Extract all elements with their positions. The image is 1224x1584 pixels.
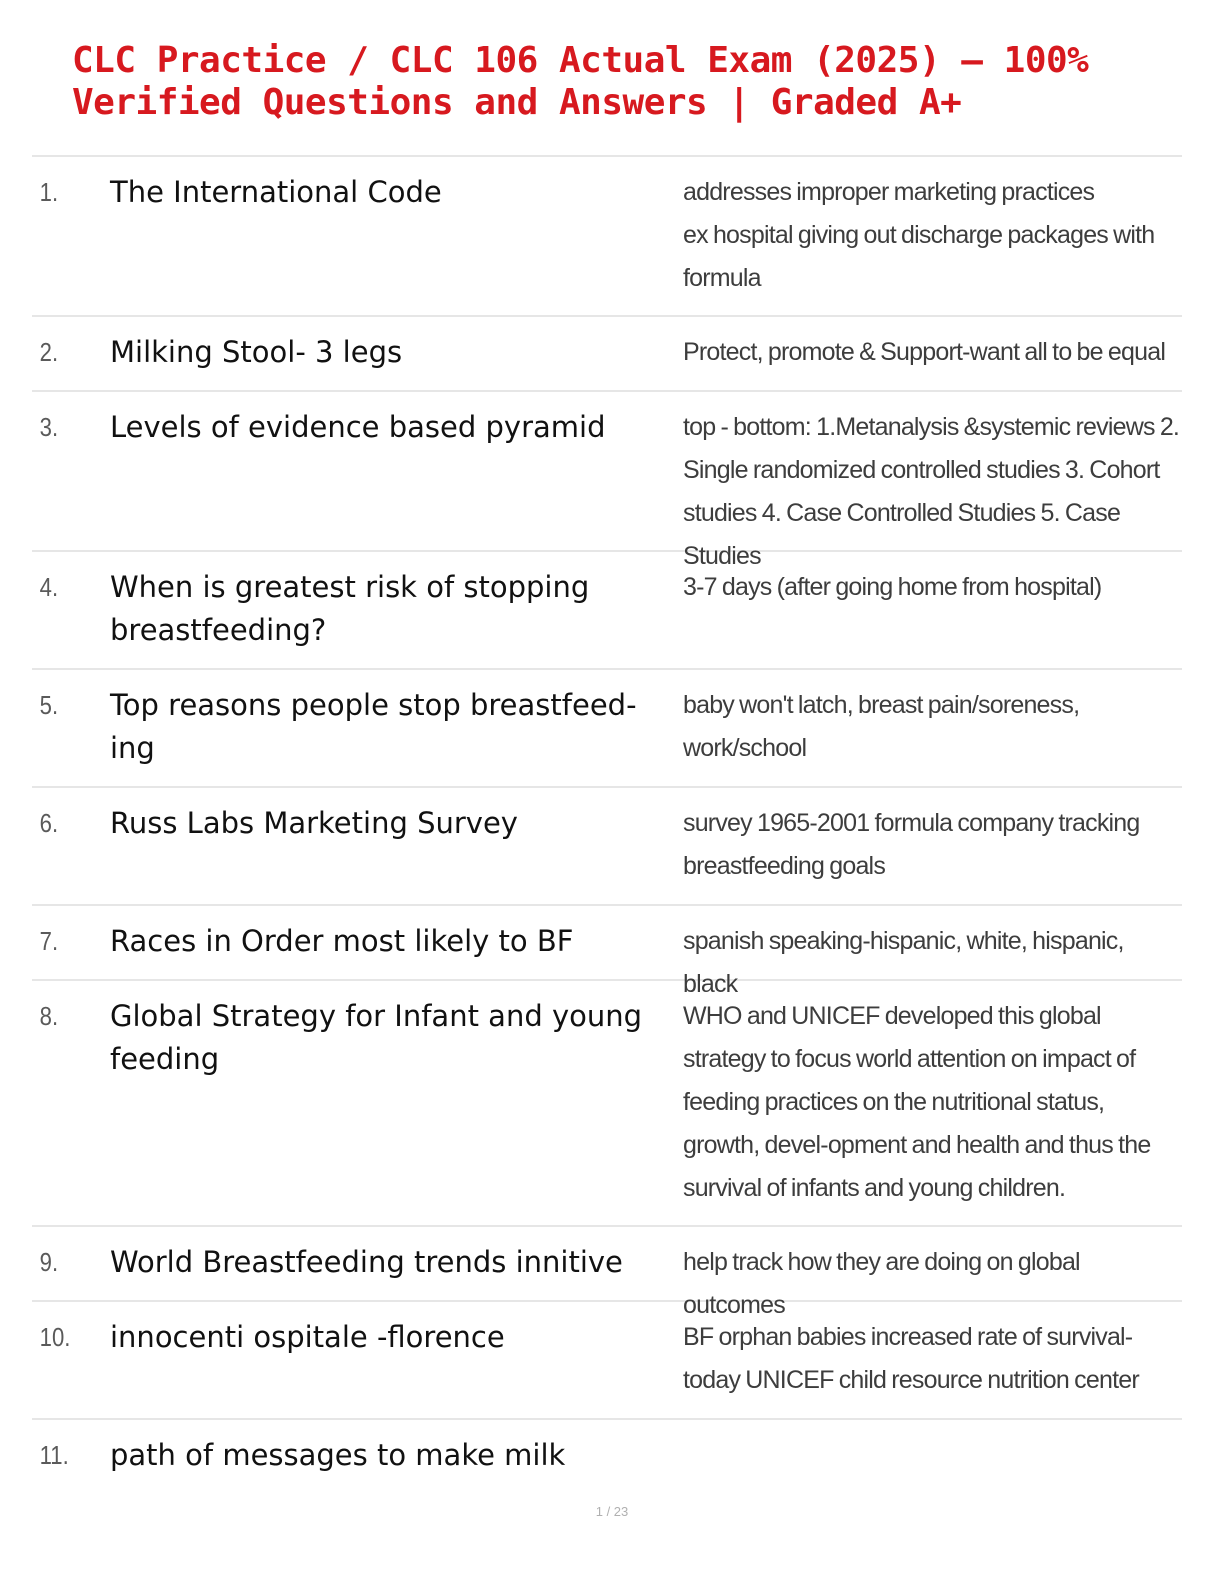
question-term: Top reasons people stop breastfeed-ing <box>110 688 637 765</box>
answer-definition: WHO and UNICEF developed this global strategy to focus world attention on impact of feeding practices on the nutritional status, growth, devel-opment and health and thus the survival of infants and young children. <box>683 1002 1151 1202</box>
question-term: innocenti ospitale -florence <box>110 1320 505 1354</box>
table-row <box>32 788 1182 906</box>
question-term: Races in Order most likely to BF <box>110 924 574 958</box>
answer-definition: top - bottom: 1.Metanalysis &systemic reviews 2. Single randomized controlled studies 3. Cohort studies 4. Case Controlled Studies 5. Case Studies <box>683 413 1180 570</box>
question-term: Global Strategy for Infant and young feeding <box>110 999 643 1076</box>
table-row <box>32 1420 1182 1495</box>
question-term: path of messages to make milk <box>110 1438 566 1472</box>
answer-definition <box>683 171 1182 315</box>
answer-definition <box>683 1434 1182 1495</box>
row-number: 9. <box>39 1247 59 1277</box>
answer-definition: Protect, promote & Support-want all to be equal <box>683 338 1166 366</box>
table-row <box>32 906 1182 998</box>
table-row <box>32 552 1182 670</box>
table-row <box>32 670 1182 788</box>
question-term: Russ Labs Marketing Survey <box>110 806 518 840</box>
question-term: When is greatest risk of stopping breastfeeding? <box>110 570 590 647</box>
qa-table <box>32 155 1182 1495</box>
table-row <box>32 1227 1182 1319</box>
table-row <box>32 157 1182 317</box>
answer-line: addresses improper marketing practices <box>683 178 1095 206</box>
table-row <box>32 392 1182 570</box>
row-number: 5. <box>39 690 59 720</box>
table-row <box>32 981 1182 1227</box>
answer-line: ex hospital giving out discharge packages with formula <box>683 221 1155 292</box>
answer-definition: spanish speaking-hispanic, white, hispanic, black <box>683 927 1124 998</box>
row-number: 2. <box>39 337 59 367</box>
answer-definition: 3-7 days (after going home from hospital) <box>683 573 1102 601</box>
row-number: 6. <box>39 808 59 838</box>
row-number: 7. <box>39 926 59 956</box>
question-term: Milking Stool- 3 legs <box>110 335 403 369</box>
row-number: 4. <box>39 572 59 602</box>
question-term: Levels of evidence based pyramid <box>110 410 606 444</box>
row-number: 11. <box>39 1440 69 1470</box>
answer-definition: baby won't latch, breast pain/soreness, work/school <box>683 691 1080 762</box>
question-term: The International Code <box>110 175 442 209</box>
table-row <box>32 317 1182 392</box>
page-indicator: 1 / 23 <box>595 1504 629 1519</box>
page-title: CLC Practice / CLC 106 Actual Exam (2025) – 100% Verified Questions and Answers | Graded A+ <box>72 40 1089 123</box>
row-number: 1. <box>39 177 59 207</box>
row-number: 3. <box>39 412 59 442</box>
row-number: 10. <box>39 1322 71 1352</box>
table-row <box>32 1302 1182 1420</box>
row-number: 8. <box>39 1001 59 1031</box>
answer-definition: BF orphan babies increased rate of survival-today UNICEF child resource nutrition center <box>683 1323 1139 1394</box>
answer-definition: survey 1965-2001 formula company tracking breastfeeding goals <box>683 809 1140 880</box>
answer-definition: help track how they are doing on global outcomes <box>683 1248 1080 1319</box>
question-term: World Breastfeeding trends innitive <box>110 1245 623 1279</box>
